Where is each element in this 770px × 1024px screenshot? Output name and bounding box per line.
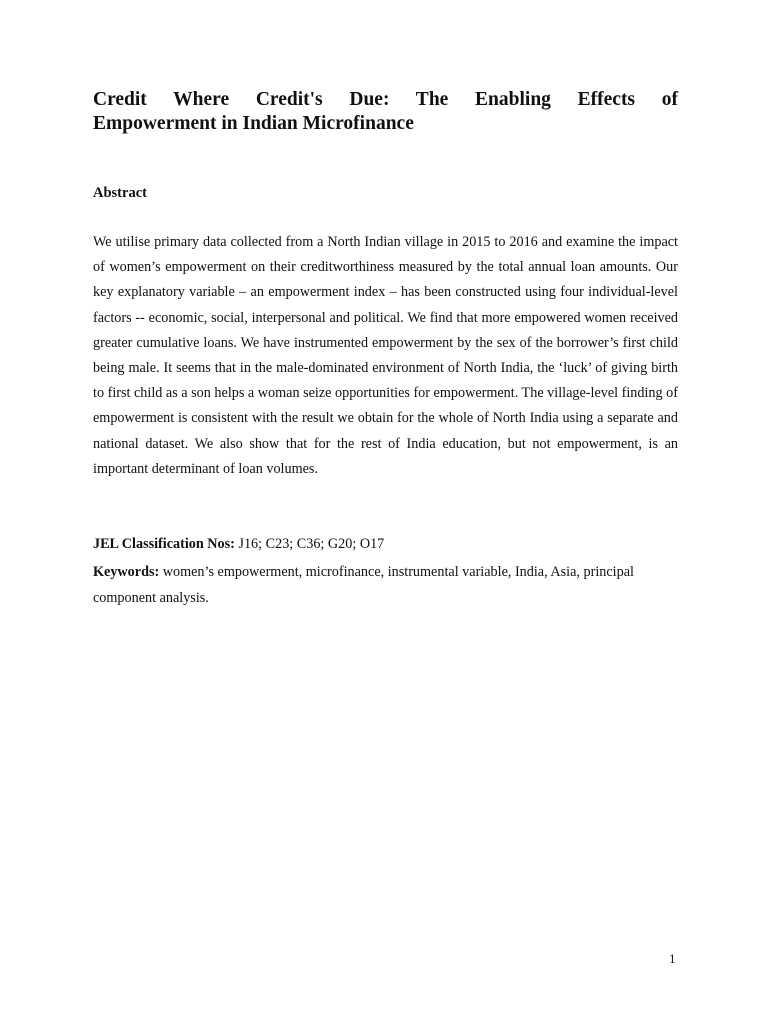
paper-title-line-1: Credit Where Credit's Due: The Enabling Effects of bbox=[93, 89, 678, 110]
page-number: 1 bbox=[669, 951, 676, 966]
keywords bbox=[93, 559, 678, 611]
paper-title bbox=[93, 88, 678, 136]
jel-classification bbox=[93, 534, 384, 554]
paper-title-line-2: Empowerment in Indian Microfinance bbox=[93, 113, 414, 134]
keywords-label: Keywords: bbox=[93, 564, 160, 580]
abstract-heading: Abstract bbox=[93, 185, 147, 201]
abstract-body: We utilise primary data collected from a North Indian village in 2015 to 2016 and examine the impact of women’s empowerment on their creditworthiness measured by the total annual loan amounts. Our key explanatory variable – an empowerment index – has been constructed using four individual-level factors -- economic, social, interpersonal and political. We find that more empowered women received greater cumulative loans. We have instrumented empowerment by the sex of the borrower’s first child being male. It seems that in the male-dominated environment of North India, the ‘luck’ of giving birth to first child as a son helps a woman seize opportunities for empowerment. The village-level finding of empowerment is consistent with the result we obtain for the whole of North India using a separate and national dataset. We also show that for the rest of India education, but not empowerment, is an important determinant of loan volumes. bbox=[93, 234, 678, 477]
jel-codes: J16; C23; C36; G20; O17 bbox=[234, 536, 385, 552]
keywords-list: women’s empowerment, microfinance, instrumental variable, India, Asia, principal component analysis. bbox=[93, 564, 634, 606]
jel-label: JEL Classification Nos: bbox=[93, 536, 235, 552]
